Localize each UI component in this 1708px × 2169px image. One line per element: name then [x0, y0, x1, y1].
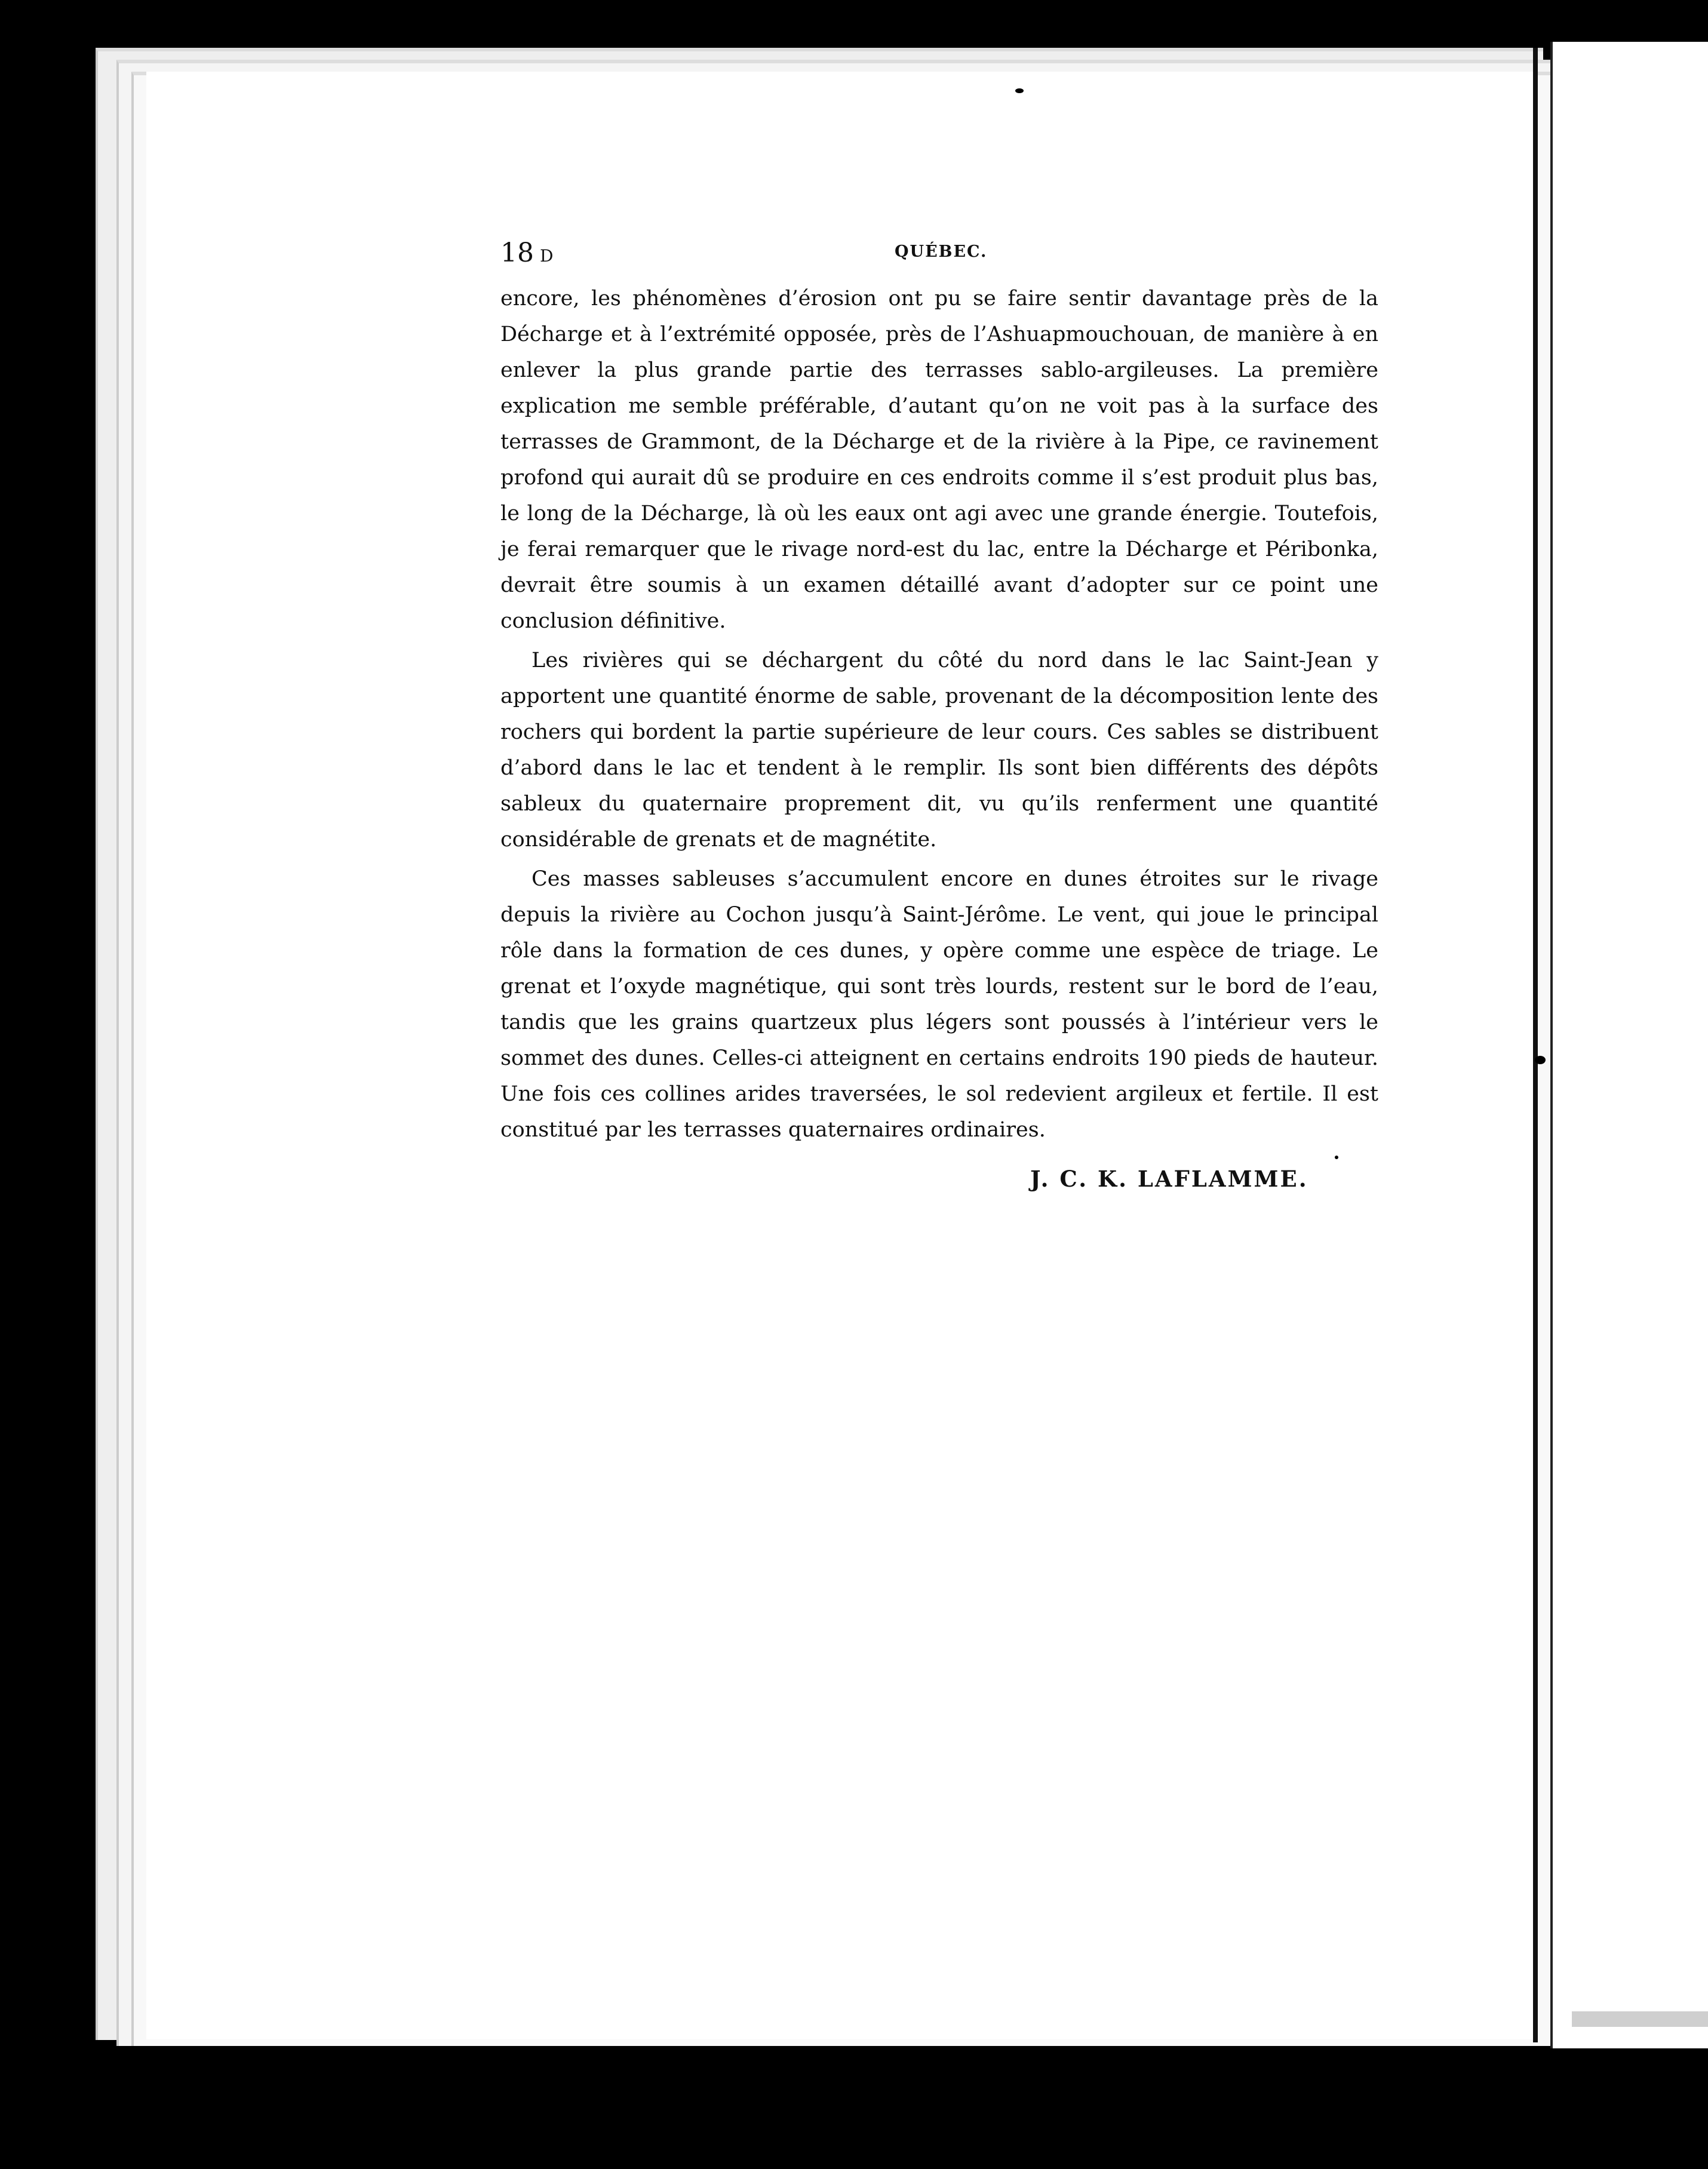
- paragraph: Ces masses sableuses s’accumulent encore en dunes étroites sur le rivage depuis la rivière au Cochon jusqu’à Saint-Jérôme. Le vent, qui joue le principal rôle dans la formation de ces dunes, y opère comme une espèce de triage. Le grenat et l’oxyde magnétique, qui sont très lourds, restent sur le bord de l’eau, tandis que les grains quartzeux plus légers sont poussés à l’intérieur vers le sommet des dunes. Celles-ci atteignent en certains endroits 190 pieds de hauteur. Une fois ces collines arides traversées, le sol redevient argileux et fertile. Il est constitué par les terrasses quaternaires ordinaires.: [500, 867, 1378, 1142]
- page-number-value: 18: [500, 238, 534, 268]
- page-number-suffix: D: [540, 246, 555, 266]
- scan-speck: [1015, 88, 1024, 93]
- page-gutter-edge: [1533, 48, 1538, 2042]
- scan-speck: [1526, 24, 1531, 29]
- facing-page-shadow: [1572, 2011, 1708, 2027]
- paragraph: encore, les phénomènes d’érosion ont pu se faire sentir davantage près de la Décharge et à l’extrémité opposée, près de l’Ashuapmouchouan, de manière à en enlever la plus grande partie des terrasses sablo-argileuses. La première explication me semble préférable, d’autant qu’on ne voit pas à la surface des terrasses de Grammont, de la Décharge et de la rivière à la Pipe, ce ravinement profond qui aurait dû se produire en ces endroits comme il s’est produit plus bas, le long de la Décharge, là où les eaux ont agi avec une grande énergie. Toutefois, je ferai remarquer que le rivage nord-est du lac, entre la Décharge et Péribonka, devrait être soumis à un examen détaillé avant d’adopter sur ce point une conclusion définitive.: [500, 287, 1378, 633]
- scan-speck: [1535, 1056, 1546, 1064]
- page-number: [500, 238, 554, 268]
- running-head: [500, 238, 1374, 274]
- paragraph: Les rivières qui se déchargent du côté du nord dans le lac Saint-Jean y apportent une quantité énorme de sable, provenant de la décomposition lente des rochers qui bordent la partie supérieure de leur cours. Ces sables se distribuent d’abord dans le lac et tendent à le remplir. Ils sont bien différents des dépôts sableux du quaternaire proprement dit, vu qu’ils renferment une quantité considérable de grenats et de magnétite.: [500, 649, 1378, 852]
- facing-page-edge: [1550, 42, 1708, 2048]
- author-signature: J. C. K. LAFLAMME.: [1030, 1166, 1308, 1192]
- scan-speck: [7, 358, 20, 371]
- body-text: [500, 281, 1378, 1148]
- running-title: QUÉBEC.: [895, 242, 988, 261]
- scan-speck: [1335, 1156, 1338, 1159]
